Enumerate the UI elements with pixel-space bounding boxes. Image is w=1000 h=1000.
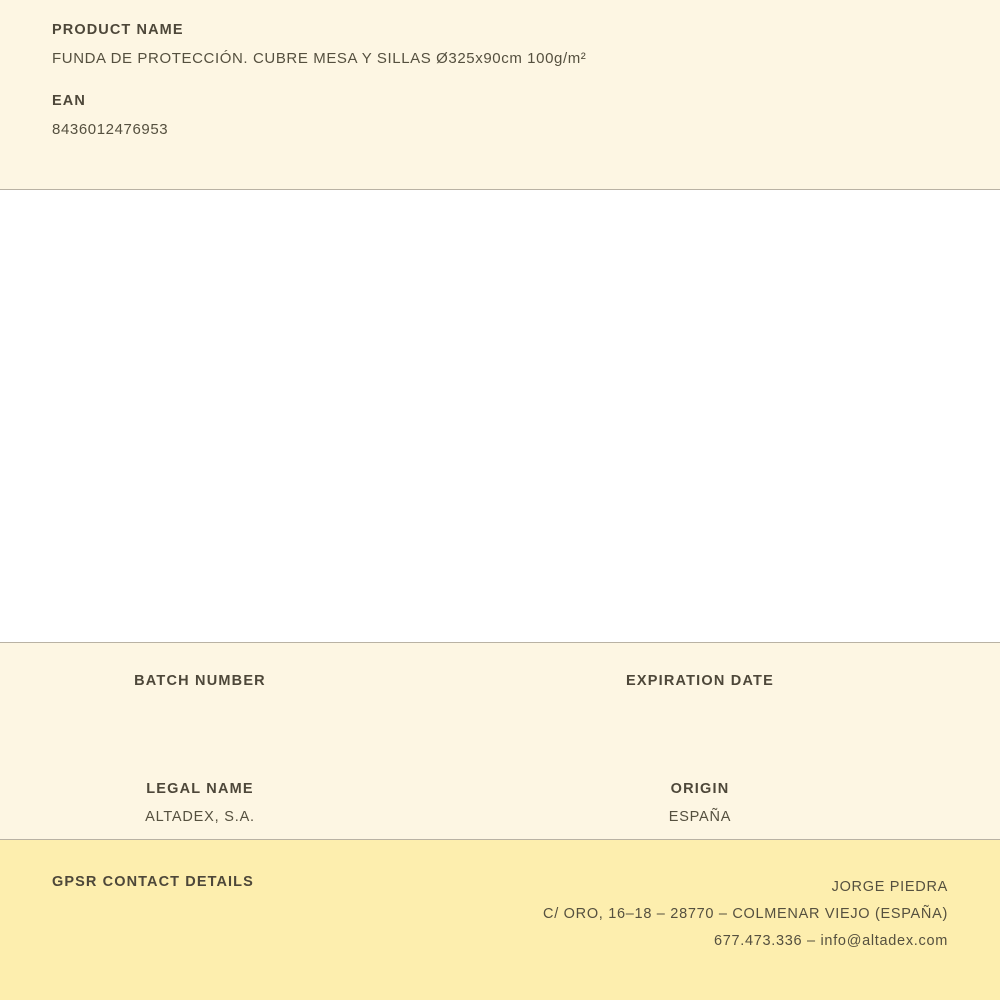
details-row-legal	[0, 781, 1000, 827]
origin-field	[500, 781, 1000, 827]
origin-label: ORIGIN	[670, 781, 730, 797]
product-name-value: FUNDA DE PROTECCIÓN. CUBRE MESA Y SILLAS Ø325x90cm 100g/m²	[52, 50, 587, 67]
gpsr-contact-details	[543, 874, 948, 955]
product-name-field	[0, 22, 1000, 67]
legal-name-field	[0, 781, 500, 827]
gpsr-contact-phone-email: 677.473.336 – info@altadex.com	[713, 933, 948, 949]
image-placeholder-area	[0, 190, 1000, 643]
legal-name-label: LEGAL NAME	[146, 781, 254, 797]
expiration-date-field	[500, 673, 1000, 719]
details-block	[0, 643, 1000, 840]
batch-number-value	[0, 701, 400, 719]
details-row-batch	[0, 673, 1000, 719]
gpsr-contact-name: JORGE PIEDRA	[831, 879, 948, 895]
origin-value: ESPAÑA	[668, 809, 732, 825]
details-row-spacer	[0, 719, 1000, 781]
batch-number-label: BATCH NUMBER	[134, 673, 266, 689]
gpsr-footer	[0, 840, 1000, 1000]
product-header-block	[0, 0, 1000, 190]
gpsr-contact-label: GPSR CONTACT DETAILS	[52, 874, 254, 890]
ean-field	[0, 93, 1000, 138]
ean-value: 8436012476953	[52, 121, 169, 138]
gpsr-contact-address: C/ ORO, 16–18 – 28770 – COLMENAR VIEJO (ESPAÑA)	[543, 906, 948, 922]
product-name-label: PRODUCT NAME	[52, 22, 184, 38]
expiration-date-label: EXPIRATION DATE	[626, 673, 774, 689]
expiration-date-value	[500, 701, 900, 719]
legal-name-value: ALTADEX, S.A.	[145, 809, 255, 825]
batch-number-field	[0, 673, 500, 719]
ean-label: EAN	[52, 93, 86, 109]
